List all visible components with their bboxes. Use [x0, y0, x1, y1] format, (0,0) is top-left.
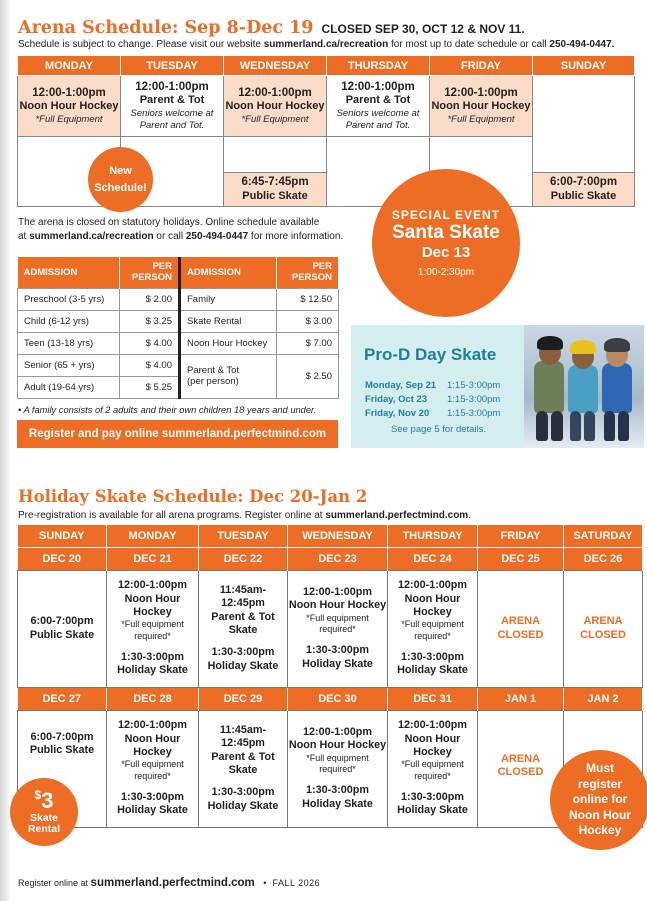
schedule-cell: 12:00-1:00pm Noon Hour Hockey *Full Equipment: [18, 76, 121, 137]
special-event-title: Santa Skate: [392, 222, 500, 243]
day-header: SATURDAY: [564, 525, 643, 547]
day-header: SUNDAY: [18, 525, 107, 547]
arena-title: Arena Schedule: Sep 8-Dec 19: [18, 18, 314, 38]
kid-figure: [604, 411, 615, 441]
date-header: DEC 30: [288, 687, 388, 710]
kid-figure: [536, 411, 548, 441]
arena-closed-cell: ARENA CLOSED: [564, 570, 643, 687]
date-header: DEC 31: [388, 687, 478, 710]
admission-header: ADMISSION: [18, 257, 120, 288]
schedule-cell: 6:45-7:45pm Public Skate: [224, 172, 326, 206]
week2-program-row: [18, 710, 643, 827]
schedule-cell: 12:00-1:00pm Noon Hour Hockey *Full Equipment: [430, 76, 533, 137]
season-label: FALL 2026: [272, 878, 321, 888]
pro-d-row: Friday, Nov 20 1:15-3:00pm: [365, 408, 501, 419]
arena-closed-cell: ARENA CLOSED: [478, 710, 564, 827]
day-header: FRIDAY: [478, 525, 564, 547]
santa-skate-badge: [372, 169, 520, 317]
day-header: THURSDAY: [327, 56, 430, 76]
day-header: THURSDAY: [388, 525, 478, 547]
arena-heading: [18, 18, 638, 38]
special-event-kicker: SPECIAL EVENT: [391, 208, 501, 222]
schedule-cell: 12:00-1:00pm Parent & Tot Seniors welcome at Parent and Tot.: [327, 76, 430, 137]
family-note: • A family consists of 2 adults and their own children 18 years and under.: [18, 405, 317, 415]
schedule-cell: 11:45am- 12:45pm Parent & Tot Skate 1:30-3:00pm Holiday Skate: [199, 570, 288, 687]
register-online-banner[interactable]: Register and pay online summerland.perfectmind.com: [17, 420, 338, 448]
page-footer: Register online at summerland.perfectmind.com • FALL 2026: [18, 877, 321, 889]
arena-noon-row: [18, 76, 635, 137]
day-header: WEDNESDAY: [288, 525, 388, 547]
week1-date-row: [18, 547, 643, 570]
week2-date-row: [18, 687, 643, 710]
date-header: DEC 29: [199, 687, 288, 710]
holiday-day-header-row: [18, 525, 643, 547]
special-event-date: Dec 13: [421, 244, 471, 261]
schedule-cell: 12:00-1:00pm Noon Hour Hockey *Full equipment required* 1:30-3:00pm Holiday Skate: [107, 710, 199, 827]
holiday-note: Pre-registration is available for all arena programs. Register online at summerland.perfectmind.com.: [18, 510, 471, 521]
new-schedule-badge: New Schedule!: [88, 147, 153, 212]
kid-figure: [584, 411, 595, 441]
schedule-cell: 12:00-1:00pm Noon Hour Hockey *Full equipment required* 1:30-3:00pm Holiday Skate: [388, 710, 478, 827]
sunday-column: [533, 76, 635, 207]
schedule-cell: 12:00-1:00pm Noon Hour Hockey *Full equipment required* 1:30-3:00pm Holiday Skate: [288, 570, 388, 687]
day-header: FRIDAY: [430, 56, 533, 76]
date-header: JAN 2: [564, 687, 643, 710]
helmet: [537, 336, 563, 350]
admission-row: Senior (65 + yrs) $ 4.00 Parent & Tot (per person) $ 2.50: [18, 354, 339, 376]
footer-link[interactable]: summerland.perfectmind.com: [90, 877, 255, 889]
parent-tot-label: Parent & Tot (per person): [180, 354, 277, 398]
date-header: DEC 23: [288, 547, 388, 570]
kid-figure: [570, 411, 581, 441]
date-header: DEC 26: [564, 547, 643, 570]
admission-row: Preschool (3-5 yrs) $ 2.00 Family $ 12.50: [18, 288, 339, 310]
arena-schedule-note: Schedule is subject to change. Please visit our website summerland.ca/recreation for most up to date schedule or call 250-494-0447.: [18, 39, 615, 50]
kid-figure: [618, 411, 629, 441]
day-header: MONDAY: [107, 525, 199, 547]
pro-d-row: Monday, Sep 21 1:15-3:00pm: [365, 380, 501, 391]
arena-closed-cell: ARENA CLOSED: [478, 570, 564, 687]
schedule-cell: 11:45am- 12:45pm Parent & Tot Skate 1:30-3:00pm Holiday Skate: [199, 710, 288, 827]
schedule-cell: 12:00-1:00pm Noon Hour Hockey *Full equipment required* 1:30-3:00pm Holiday Skate: [388, 570, 478, 687]
phone-number: 250-494-0447: [185, 231, 249, 242]
admission-header-row: [18, 257, 339, 288]
kid-figure: [551, 411, 563, 441]
kid-figure: [534, 361, 564, 413]
date-header: DEC 22: [199, 547, 288, 570]
admission-header: ADMISSION: [180, 257, 277, 288]
day-header: TUESDAY: [199, 525, 288, 547]
schedule-cell: 12:00-1:00pm Noon Hour Hockey *Full Equipment: [224, 76, 327, 137]
date-header: DEC 25: [478, 547, 564, 570]
schedule-cell: 6:00-7:00pm Public Skate: [18, 710, 107, 827]
phone-number: 250-494-0447.: [549, 39, 615, 50]
helmet: [570, 340, 596, 354]
arena-day-header-row: [18, 56, 635, 76]
special-event-hours: 1:00-2:30pm: [417, 267, 475, 278]
holiday-title: Holiday Skate Schedule: Dec 20-Jan 2: [18, 487, 368, 506]
week1-program-row: [18, 570, 643, 687]
per-person-header: PER PERSON: [277, 257, 339, 288]
arena-closed-dates: CLOSED SEP 30, OCT 12 & NOV 11.: [321, 22, 525, 36]
perfectmind-link[interactable]: summerland.perfectmind.com: [325, 510, 469, 521]
day-header: SUNDAY: [533, 56, 635, 76]
admission-table: [17, 257, 339, 399]
date-header: DEC 27: [18, 687, 107, 710]
schedule-cell: 12:00-1:00pm Noon Hour Hockey *Full equipment required* 1:30-3:00pm Holiday Skate: [288, 710, 388, 827]
day-header: MONDAY: [18, 56, 121, 76]
date-header: DEC 21: [107, 547, 199, 570]
admission-row: Child (6-12 yrs) $ 3.25 Skate Rental $ 3.00: [18, 310, 339, 332]
admission-row: Teen (13-18 yrs) $ 4.00 Noon Hour Hockey $ 7.00: [18, 332, 339, 354]
holiday-closure-note: The arena is closed on statutory holidays. Online schedule available at summerland.ca/recreation or call 250-494-0447 for more information.: [18, 217, 344, 242]
date-header: DEC 28: [107, 687, 199, 710]
date-header: DEC 24: [388, 547, 478, 570]
recreation-link[interactable]: summerland.ca/recreation: [29, 231, 154, 242]
wednesday-evening: [224, 137, 327, 207]
date-header: JAN 1: [478, 687, 564, 710]
recreation-link[interactable]: summerland.ca/recreation: [263, 39, 389, 50]
kid-figure: [568, 365, 598, 413]
holiday-schedule-table: [17, 525, 643, 828]
date-header: DEC 20: [18, 547, 107, 570]
schedule-cell: 6:00-7:00pm Public Skate: [533, 172, 634, 206]
day-header: TUESDAY: [121, 56, 224, 76]
per-person-header: PER PERSON: [120, 257, 180, 288]
helmet: [604, 338, 630, 352]
kid-figure: [602, 363, 632, 413]
admission-row: Adult (19-64 yrs) $ 5.25: [18, 376, 339, 398]
kids-skating-photo: [524, 325, 644, 448]
schedule-cell: 12:00-1:00pm Parent & Tot Seniors welcome at Parent and Tot.: [121, 76, 224, 137]
pro-d-title: Pro-D Day Skate: [364, 345, 497, 364]
pro-d-day-panel: [351, 325, 644, 448]
schedule-cell: 12:00-1:00pm Noon Hour Hockey *Full equipment required* 1:30-3:00pm Holiday Skate: [107, 570, 199, 687]
must-register-badge: Must register online for Noon Hour Hockey: [550, 750, 647, 850]
skate-rental-badge: $3 Skate Rental: [10, 778, 78, 846]
pro-d-row: Friday, Oct 23 1:15-3:00pm: [365, 394, 501, 405]
schedule-cell: 6:00-7:00pm Public Skate: [18, 570, 107, 687]
page-spine: [0, 0, 9, 901]
pro-d-see-page: See page 5 for details.: [391, 424, 487, 435]
day-header: WEDNESDAY: [224, 56, 327, 76]
